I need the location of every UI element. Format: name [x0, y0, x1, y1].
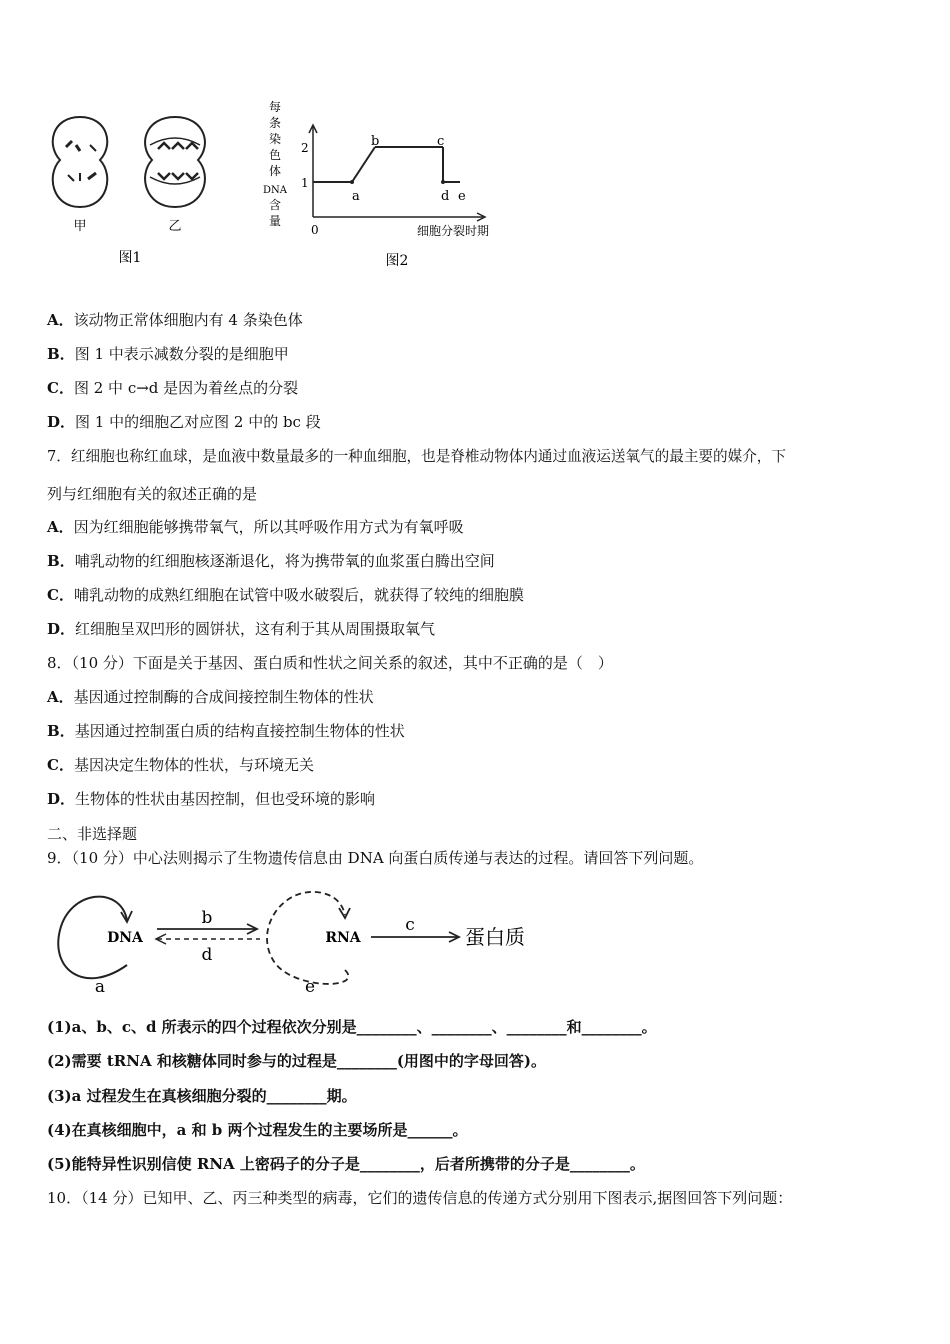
data-point: [350, 180, 354, 184]
q8-option-b: B．基因通过控制蛋白质的结构直接控制生物体的性状: [47, 722, 405, 740]
q7-stem-line-1: 7．红细胞也称红血球，是血液中数量最多的一种血细胞，也是脊椎动物体内通过血液运送氧气的最主要的媒介，下: [47, 448, 786, 465]
arrowhead: [339, 908, 350, 918]
q7-option-d: D．红细胞呈双凹形的圆饼状，这有利于其从周围摄取氧气: [47, 620, 436, 638]
figure-2-chart: [255, 95, 515, 275]
q8-option-d: D．生物体的性状由基因控制，但也受环境的影响: [47, 790, 376, 808]
option-text: 红细胞呈双凹形的圆饼状，这有利于其从周围摄取氧气: [75, 620, 436, 638]
q9-sub-4: (4)在真核细胞中，a 和 b 两个过程发生的主要场所是______。: [47, 1121, 468, 1139]
option-letter: D: [47, 413, 61, 431]
label-c: c: [405, 915, 415, 935]
q9-sub-5: (5)能特异性识别信使 RNA 上密码子的分子是________，后者所携带的分子是________。: [47, 1155, 645, 1173]
ylabel-char: 含: [268, 198, 282, 212]
option-text: 图 1 中表示减数分裂的是细胞甲: [74, 345, 289, 363]
central-dogma-drawing: [45, 880, 555, 1000]
figure-1-drawing: [40, 95, 220, 275]
y-tick-2: 2: [301, 141, 309, 155]
option-letter: C: [47, 586, 59, 604]
q6-option-c: C．图 2 中 c→d 是因为着丝点的分裂: [47, 379, 299, 397]
option-letter: B: [47, 722, 60, 740]
protein-label: 蛋白质: [465, 925, 525, 949]
ylabel-char: 体: [268, 164, 282, 178]
q7-option-c: C．哺乳动物的成熟红细胞在试管中吸水破裂后，就获得了较纯的细胞膜: [47, 586, 524, 604]
point-label-a: a: [352, 189, 360, 204]
option-letter: D: [47, 790, 61, 808]
q9-stem: 9．（10 分）中心法则揭示了生物遗传信息由 DNA 向蛋白质传递与表达的过程。请回答下列问题。: [47, 849, 704, 867]
cell-label-jia: 甲: [73, 219, 87, 234]
cell-jia: [53, 117, 108, 207]
label-a: a: [94, 977, 106, 997]
option-text: 哺乳动物的成熟红细胞在试管中吸水破裂后，就获得了较纯的细胞膜: [73, 586, 524, 604]
point-label-c: c: [437, 134, 445, 149]
q10-stem: 10．（14 分）已知甲、乙、丙三种类型的病毒，它们的遗传信息的传递方式分别用下图表示,据图回答下列问题：: [47, 1189, 793, 1207]
option-letter: B: [47, 552, 60, 570]
ylabel-char: 量: [268, 214, 282, 228]
point-label-d: d: [441, 189, 450, 204]
section-heading: 二、非选择题: [47, 825, 138, 843]
option-letter: A: [47, 688, 59, 706]
cell-label-yi: 乙: [168, 219, 182, 234]
option-text: 基因通过控制蛋白质的结构直接控制生物体的性状: [74, 722, 405, 740]
option-text: 图 1 中的细胞乙对应图 2 中的 bc 段: [75, 413, 321, 431]
series-lines: [313, 147, 460, 184]
option-letter: D: [47, 620, 61, 638]
q9-sub-2: (2)需要 tRNA 和核糖体同时参与的过程是________(用图中的字母回答)。: [47, 1052, 547, 1070]
rna-label: RNA: [325, 930, 361, 946]
q8-option-c: C．基因决定生物体的性状，与环境无关: [47, 756, 314, 774]
q6-option-d: D．图 1 中的细胞乙对应图 2 中的 bc 段: [47, 413, 321, 431]
ylabel-char: 色: [268, 148, 282, 162]
option-text: 该动物正常体细胞内有 4 条染色体: [73, 311, 303, 329]
option-letter: C: [47, 379, 59, 397]
central-dogma-diagram: [45, 880, 555, 1000]
cell-yi: [145, 117, 205, 207]
x-axis-label: 细胞分裂时期: [416, 224, 490, 238]
option-letter: C: [47, 756, 59, 774]
data-point: [441, 180, 445, 184]
q8-stem: 8．（10 分）下面是关于基因、蛋白质和性状之间关系的叙述，其中不正确的是（ ）: [47, 654, 613, 672]
series-segment: [352, 147, 375, 182]
dna-label: DNA: [107, 930, 143, 946]
q6-option-a: A．该动物正常体细胞内有 4 条染色体: [47, 311, 303, 329]
ylabel-char: 每: [268, 100, 282, 114]
q8-option-a: A．基因通过控制酶的合成间接控制生物体的性状: [47, 688, 374, 706]
label-d: d: [201, 945, 213, 965]
option-letter: B: [47, 345, 60, 363]
label-b: b: [201, 908, 213, 928]
option-text: 基因决定生物体的性状，与环境无关: [73, 756, 314, 774]
q7-option-b: B．哺乳动物的红细胞核逐渐退化，将为携带氧的血浆蛋白腾出空间: [47, 552, 495, 570]
y-axis-label: [263, 99, 288, 228]
ylabel-char: 染: [268, 132, 282, 146]
point-label-b: b: [371, 134, 380, 149]
option-text: 图 2 中 c→d 是因为着丝点的分裂: [73, 379, 299, 397]
option-letter: A: [47, 311, 59, 329]
option-text: 哺乳动物的红细胞核逐渐退化，将为携带氧的血浆蛋白腾出空间: [74, 552, 495, 570]
q9-sub-1: (1)a、b、c、d 所表示的四个过程依次分别是________、________、________和________。: [47, 1018, 657, 1036]
option-text: 生物体的性状由基因控制，但也受环境的影响: [75, 790, 376, 808]
figure-2: [255, 95, 515, 275]
figure-1-caption: 图1: [118, 250, 142, 266]
figure-1: [40, 95, 220, 275]
ylabel-char: DNA: [263, 185, 287, 196]
option-text: 因为红细胞能够携带氧气，所以其呼吸作用方式为有氧呼吸: [73, 518, 464, 536]
q9-sub-3: (3)a 过程发生在真核细胞分裂的________期。: [47, 1087, 357, 1105]
ylabel-char: 条: [268, 116, 282, 130]
option-letter: A: [47, 518, 59, 536]
origin-label: 0: [311, 223, 319, 237]
q7-stem-line-2: 列与红细胞有关的叙述正确的是: [47, 485, 258, 503]
y-tick-1: 1: [301, 176, 309, 190]
option-text: 基因通过控制酶的合成间接控制生物体的性状: [73, 688, 374, 706]
q6-option-b: B．图 1 中表示减数分裂的是细胞甲: [47, 345, 289, 363]
point-label-e: e: [458, 189, 466, 204]
q7-option-a: A．因为红细胞能够携带氧气，所以其呼吸作用方式为有氧呼吸: [47, 518, 464, 536]
label-e: e: [304, 977, 316, 997]
figure-2-caption: 图2: [385, 253, 409, 269]
